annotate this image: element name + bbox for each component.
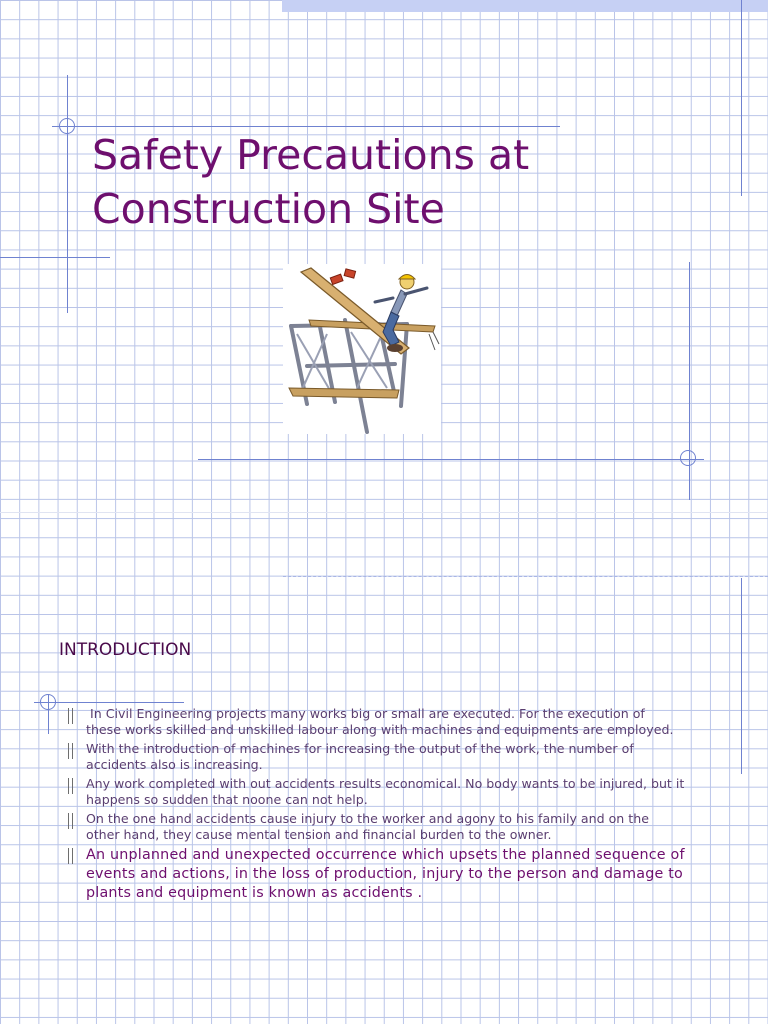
bullet-line: With the introduction of machines for increasing the output of the work, the number of xyxy=(86,741,634,756)
bullet-marker xyxy=(68,708,73,724)
bullet-line: On the one hand accidents cause injury to the worker and agony to his family and on the xyxy=(86,811,649,826)
list-item xyxy=(66,776,716,808)
deco-crosshair xyxy=(40,694,56,710)
deco-horizontal-line xyxy=(52,126,560,127)
deco-dashed-line xyxy=(283,576,768,577)
bullet-marker xyxy=(68,778,73,794)
worker-falling-from-scaffold-illustration xyxy=(283,264,441,434)
bullet-line: Any work completed with out accidents results economical. No body wants to be injured, but it xyxy=(86,776,685,791)
deco-horizontal-line xyxy=(34,702,184,703)
bullet-marker xyxy=(68,813,73,829)
deco-vertical-line xyxy=(67,75,68,313)
list-item xyxy=(66,741,716,773)
bullet-line: An unplanned and unexpected occurrence which upsets the planned sequence of xyxy=(86,847,685,863)
deco-crosshair xyxy=(59,118,75,134)
bullet-line: accidents also is increasing. xyxy=(86,757,263,772)
deco-crosshair xyxy=(680,450,696,466)
title-line: Safety Precautions at xyxy=(92,131,530,179)
top-decorative-band xyxy=(282,0,768,12)
deco-horizontal-line xyxy=(0,257,110,258)
bullet-marker xyxy=(68,743,73,759)
slide-title xyxy=(92,128,712,236)
bullet-line: In Civil Engineering projects many works big or small are executed. For the execution of xyxy=(86,706,645,721)
page-separator xyxy=(0,512,768,513)
bullet-line: plants and equipment is known as accidents . xyxy=(86,885,423,901)
section-heading: INTRODUCTION xyxy=(59,640,192,660)
bullet-line: events and actions, in the loss of production, injury to the person and damage to xyxy=(86,866,683,882)
bullet-marker xyxy=(68,848,73,864)
deco-horizontal-line xyxy=(198,459,704,460)
intro-bullet-list xyxy=(66,706,716,906)
list-item xyxy=(66,846,716,903)
bullet-line: these works skilled and unskilled labour along with machines and equipments are employed. xyxy=(86,722,674,737)
deco-vertical-line xyxy=(741,0,742,196)
list-item xyxy=(66,811,716,843)
title-line: Construction Site xyxy=(92,185,445,233)
bullet-line: happens so sudden that noone can not help. xyxy=(86,792,368,807)
bullet-line: other hand, they cause mental tension and financial burden to the owner. xyxy=(86,827,552,842)
deco-vertical-line xyxy=(741,578,742,774)
list-item xyxy=(66,706,716,738)
